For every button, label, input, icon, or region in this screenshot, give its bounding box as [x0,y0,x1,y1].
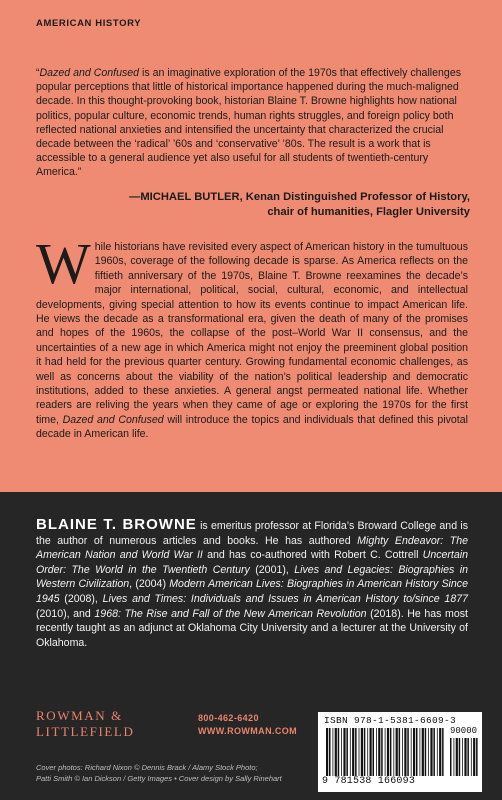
publisher-line-2: LITTLEFIELD [36,724,135,739]
bio-text-1: is emeritus professor at Florida’s Broward College and is the author of numerous articles and books. He has authored [36,520,468,547]
attribution-line-1: —MICHAEL BUTLER, Kenan Distinguished Professor of History, [129,191,470,203]
ean-number: 9 781538 166093 [322,776,416,787]
addon-barcode-icon [450,738,478,776]
isbn-barcode [318,712,482,792]
publisher-phone: 800-462-6420 [198,713,259,723]
bio-text-4: , (2004) [129,578,170,591]
description-book-title: Dazed and Confused [62,413,164,426]
price-addon-code: 90000 [450,726,478,736]
publisher-logo [36,708,134,740]
bio-text-5: (2008), [59,592,103,605]
quote-book-title: Dazed and Confused [39,67,140,79]
bio-book-1: Mighty Endeavor: The American Nation and World War II [36,534,468,562]
endorsement-attribution [129,190,470,220]
quote-text: is an imaginative exploration of the 1970s that effectively challenges popular perceptions that little of historical importance happened during the much-maligned decade. In this thought-provoking book, historian Blaine T. Browne highlights how national politics, popular culture, economic trends, human rights struggles, and foreign policy both reflected national anxieties and intensified the uncertainty that characterized the crucial decade between the ‘radical’ ’60s and ‘conservative’ ’80s. The result is a work that is accessible to a general audience yet also useful for all students of twentieth-century America.” [36,67,462,179]
barcode-bars-icon [326,728,444,776]
book-description [36,231,468,442]
attribution-line-2: chair of humanities, Flagler University [267,206,470,218]
bio-text-6: (2010), and [36,607,95,620]
author-bio [36,518,468,650]
category-label: AMERICAN HISTORY [36,18,142,29]
bio-text-7: (2018). He has most recently taught as an adjunct at Oklahoma City University and a lecturer at the University of Oklahoma. [36,607,468,649]
description-text-1: hile historians have revisited every aspect of American history in the tumultuous 1960s, coverage of the following decade is sparse. As America reflects on the fiftieth anniversary of the 1970s, Blaine T. Browne reexamines the decade’s major international, political, social, cultural, economic, and intellectual developments, giving special attention to how its events continue to impact American life. He views the decade as a transformational era, given the death of many of the promises and hopes of the 1960s, the collapse of the post–World War II consensus, and the uncertainties of a new age in which America might not enjoy the preeminent global position it had held for the previous quarter century. Growing fundamental economic challenges, as well as concerns about the viability of the nation’s political leadership and democratic institutions, added to these anxieties. A general angst permeated national life. Whether readers are reliving the years when they came of age or exploring the 1970s for the first time, [36,241,468,426]
bio-text-2: and has co-authored with Robert C. Cottrell [202,549,423,562]
drop-cap: W [36,231,91,296]
credits-line-2: Patti Smith © Ian Dickson / Getty Images • Cover design by Sally Rinehart [36,774,282,783]
bio-book-6: 1968: The Rise and Fall of the New American Revolution [94,607,367,620]
bio-book-3: Lives and Legacies: Biographies in Western Civilization [36,563,468,591]
publisher-contact [198,712,297,738]
bio-book-5: Lives and Times: Individuals and Issues in American History to/since 1877 [102,592,468,605]
publisher-website: WWW.ROWMAN.COM [198,726,298,736]
credits-line-1: Cover photos: Richard Nixon © Dennis Brack / Alamy Stock Photo; [36,763,258,772]
description-text-2: will introduce the topics and individuals that defined this pivotal decade in American life. [36,413,468,441]
author-name: BLAINE T. BROWNE [36,516,197,533]
bio-text-3: (2001), [249,563,295,576]
cover-credits [36,762,296,784]
endorsement-quote [36,66,468,180]
bio-book-4: Modern American Lives: Biographies in American History Since 1945 [36,578,468,605]
isbn-label: ISBN 978-1-5381-6609-3 [324,715,457,726]
quote-open: “ [36,67,40,79]
bio-book-2: Uncertain Order: The World in the Twentieth Century [36,549,469,576]
publisher-line-1: ROWMAN & [36,708,123,723]
